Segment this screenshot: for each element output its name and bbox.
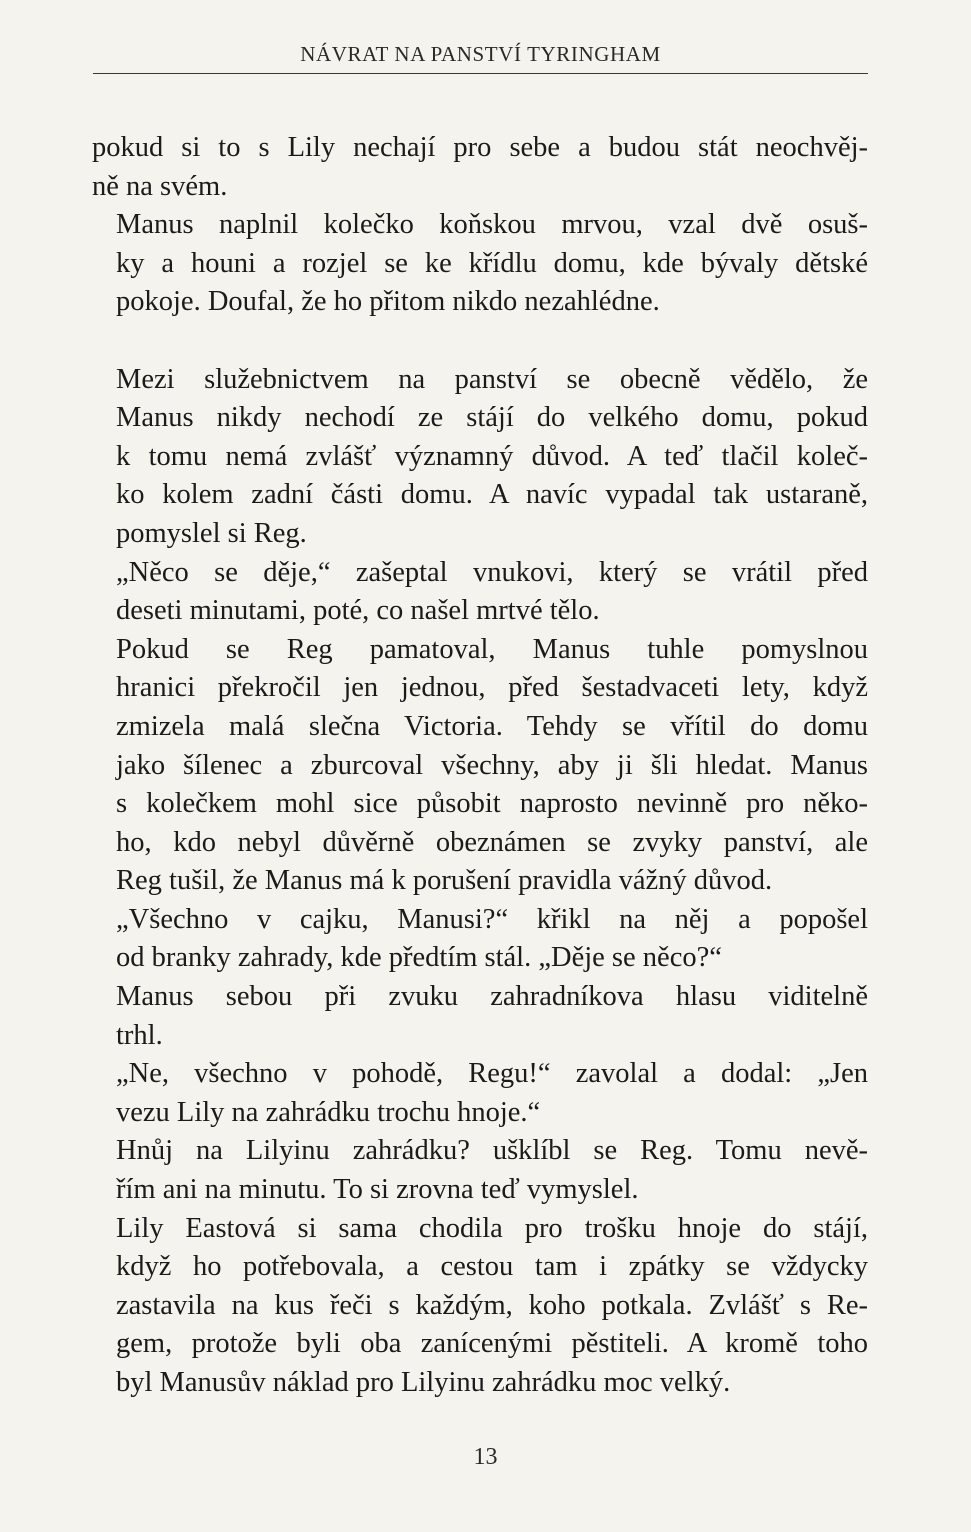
text-line: zmizela malá slečna Victoria. Tehdy se vřítil do domu — [116, 710, 868, 742]
paragraph — [92, 361, 868, 554]
text-line: ho, kdo nebyl důvěrně obeznámen se zvyky panství, ale — [116, 826, 868, 858]
text-line: hranici překročil jen jednou, před šestadvaceti lety, když — [116, 672, 868, 704]
paragraph — [92, 1055, 868, 1132]
paragraph — [92, 554, 868, 631]
text-line: byl Manusův náklad pro Lilyinu zahrádku moc velký. — [116, 1367, 731, 1398]
text-line: gem, protože byli oba zanícenými pěstiteli. A kromě toho — [116, 1328, 868, 1360]
paragraph — [92, 631, 868, 901]
page-number: 13 — [473, 1444, 498, 1470]
text-line: ky a houni a rozjel se ke křídlu domu, kde bývaly dětské — [116, 247, 868, 279]
text-line: pokoje. Doufal, že ho přitom nikdo nezahlédne. — [116, 286, 660, 318]
text-line: Hnůj na Lilyinu zahrádku? ušklíbl se Reg. Tomu nevě- — [116, 1135, 868, 1167]
text-line: když ho potřebovala, a cestou tam i zpátky se vždycky — [116, 1251, 868, 1283]
text-line: k tomu nemá zvlášť významný důvod. A teď tlačil koleč- — [116, 440, 868, 472]
text-line: pomyslel si Reg. — [116, 517, 307, 549]
paragraph — [92, 901, 868, 978]
running-header: NÁVRAT NA PANSTVÍ TYRINGHAM — [300, 42, 661, 66]
text-line: pokud si to s Lily nechají pro sebe a budou stát neochvěj- — [92, 132, 868, 163]
text-line: Manus nikdy nechodí ze stájí do velkého domu, pokud — [116, 402, 868, 434]
text-line: „Něco se děje,“ zašeptal vnukovi, který se vrátil před — [116, 556, 868, 588]
text-line: zastavila na kus řeči s každým, koho potkala. Zvlášť s Re- — [116, 1289, 868, 1321]
text-line: „Ne, všechno v pohodě, Regu!“ zavolal a dodal: „Jen — [116, 1058, 868, 1090]
text-line: trhl. — [116, 1019, 163, 1051]
text-line: Manus naplnil kolečko koňskou mrvou, vzal dvě osuš- — [116, 209, 868, 241]
text-line: Pokud se Reg pamatoval, Manus tuhle pomyslnou — [116, 633, 868, 665]
text-line: „Všechno v cajku, Manusi?“ křikl na něj a popošel — [116, 903, 868, 935]
text-line: Lily Eastová si sama chodila pro trošku hnoje do stájí, — [116, 1212, 868, 1244]
paragraph — [92, 978, 868, 1055]
paragraph — [92, 1132, 868, 1209]
body-text — [92, 129, 868, 1403]
paragraph — [92, 1210, 868, 1403]
text-line: vezu Lily na zahrádku trochu hnoje.“ — [116, 1096, 541, 1128]
text-line: deseti minutami, poté, co našel mrtvé tělo. — [116, 595, 600, 627]
text-line: ně na svém. — [92, 170, 228, 202]
text-line: jako šílenec a zburcoval všechny, aby ji šli hledat. Manus — [116, 749, 868, 781]
text-line: řím ani na minutu. To si zrovna teď vymyslel. — [116, 1174, 639, 1206]
text-line: Mezi služebnictvem na panství se obecně vědělo, že — [116, 363, 868, 395]
paragraph — [92, 129, 868, 206]
header-rule — [93, 73, 868, 74]
text-line: Reg tušil, že Manus má k porušení pravidla vážný důvod. — [116, 865, 773, 897]
text-line: od branky zahrady, kde předtím stál. „Děje se něco?“ — [116, 942, 722, 974]
text-line: ko kolem zadní části domu. A navíc vypadal tak ustaraně, — [116, 479, 868, 511]
paragraph — [92, 206, 868, 322]
text-line: Manus sebou při zvuku zahradníkova hlasu viditelně — [116, 981, 868, 1013]
text-line: s kolečkem mohl sice působit naprosto nevinně pro něko- — [116, 788, 868, 820]
